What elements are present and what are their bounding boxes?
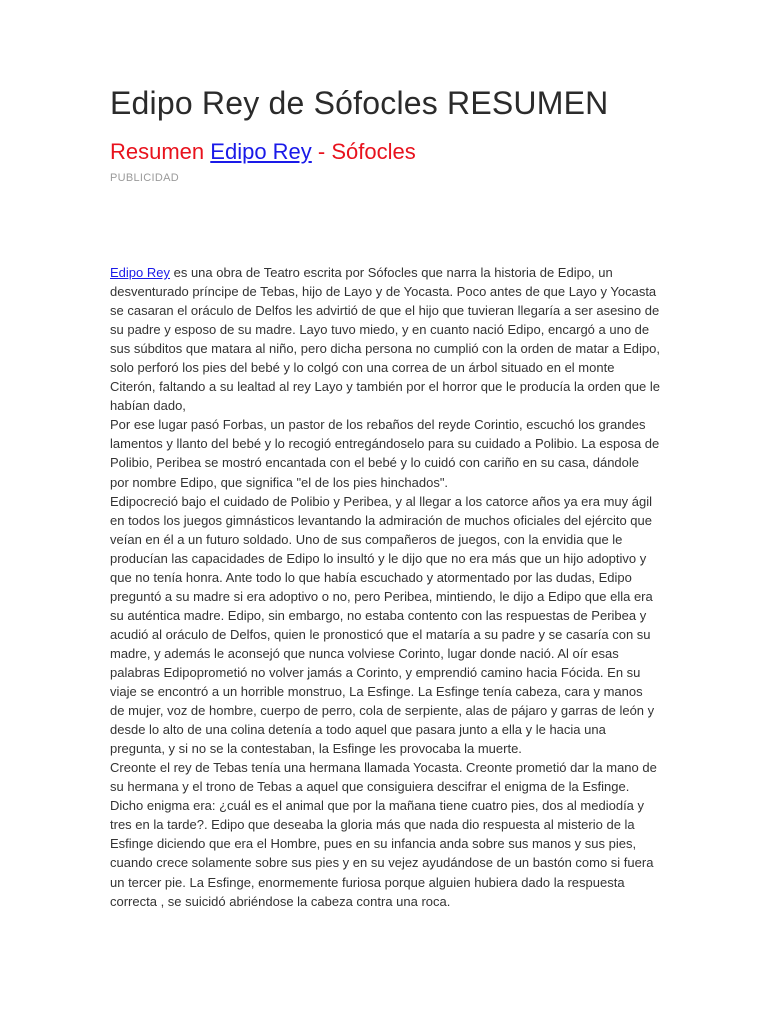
paragraph-4: Creonte el rey de Tebas tenía una hermana llamada Yocasta. Creonte prometió dar la mano de su hermana y el trono de Tebas a aquel que consiguiera descifrar el enigma de la Esfinge. Dicho enigma era: ¿cuál es el animal que por la mañana tiene cuatro pies, dos al mediodía y tres en la tarde?. Edipo que deseaba la gloria más que nada dio respuesta al misterio de la Esfinge diciendo que era el Hombre, pues en su infancia anda sobre sus manos y sus pies, cuando crece solamente sobre sus pies y en su vejez ayudándose de un bastón como si fuera un tercer pie. La Esfinge, enormemente furiosa porque alguien hubiera dado la respuesta correcta , se suicidó abriéndose la cabeza contra una roca. — [110, 760, 657, 909]
edipo-rey-link[interactable]: Edipo Rey — [110, 265, 170, 280]
advertisement-label: PUBLICIDAD — [110, 172, 180, 184]
paragraph-1-text: es una obra de Teatro escrita por Sófocles que narra la historia de Edipo, un desventurado príncipe de Tebas, hijo de Layo y de Yocasta. Poco antes de que Layo y Yocasta se casaran el oráculo de Delfos les advirtió de que el hijo que tuvieran llegaría a ser asesino de su padre y esposo de su madre. Layo tuvo miedo, y en cuanto nació Edipo, encargó a uno de sus súbditos que matara al niño, pero dicha persona no cumplió con la orden de matar a Edipo, solo perforó los pies del bebé y lo colgó con una correa de un árbol situado en el monte Citerón, faltando a su lealtad al rey Layo y también por el horror que le producía la orden que le habían dado, — [110, 265, 660, 414]
article-body — [110, 263, 660, 911]
subtitle-edipo-rey-link[interactable]: Edipo Rey — [210, 139, 312, 164]
document-title: Edipo Rey de Sófocles RESUMEN — [110, 85, 609, 121]
subtitle-suffix: - Sófocles — [311, 139, 416, 164]
paragraph-2: Por ese lugar pasó Forbas, un pastor de los rebaños del reyde Corintio, escuchó los grandes lamentos y llanto del bebé y lo recogió entregándoselo para su cuidado a Polibio. La esposa de Polibio, Peribea se mostró encantada con el bebé y lo cuidó con cariño en su casa, dándole por nombre Edipo, que significa "el de los pies hinchados". — [110, 417, 660, 490]
document-subtitle — [110, 139, 416, 165]
subtitle-prefix: Resumen — [110, 139, 211, 164]
paragraph-1 — [110, 263, 660, 415]
paragraph-3: Edipocreció bajo el cuidado de Polibio y Peribea, y al llegar a los catorce años ya era muy ágil en todos los juegos gimnásticos levantando la admiración de muchos oficiales del ejército que veían en él a un futuro soldado. Uno de sus compañeros de juegos, con la envidia que le producían las capacidades de Edipo lo insultó y le dijo que no era más que un hijo adoptivo y que no tenía honra. Ante todo lo que había escuchado y atormentado por las dudas, Edipo preguntó a su madre si era adoptivo o no, pero Peribea, mintiendo, le dijo a Edipo que ella era su auténtica madre. Edipo, sin embargo, no estaba contento con las respuestas de Peribea y acudió al oráculo de Delfos, quien le pronosticó que el mataría a su padre y se casaría con su madre, y además le aconsejó que nunca volviese Corinto, lugar donde nació. Al oír esas palabras Edipoprometió no volver jamás a Corinto, y emprendió camino hacia Fócida. En su viaje se encontró a un horrible monstruo, La Esfinge. La Esfinge tenía cabeza, cara y manos de mujer, voz de hombre, cuerpo de perro, cola de serpiente, alas de pájaro y garras de león y desde lo alto de una colina detenía a todo aquel que pasara junto a ella y le hacia una pregunta, y si no se la contestaban, la Esfinge les provocaba la muerte. — [110, 493, 655, 757]
